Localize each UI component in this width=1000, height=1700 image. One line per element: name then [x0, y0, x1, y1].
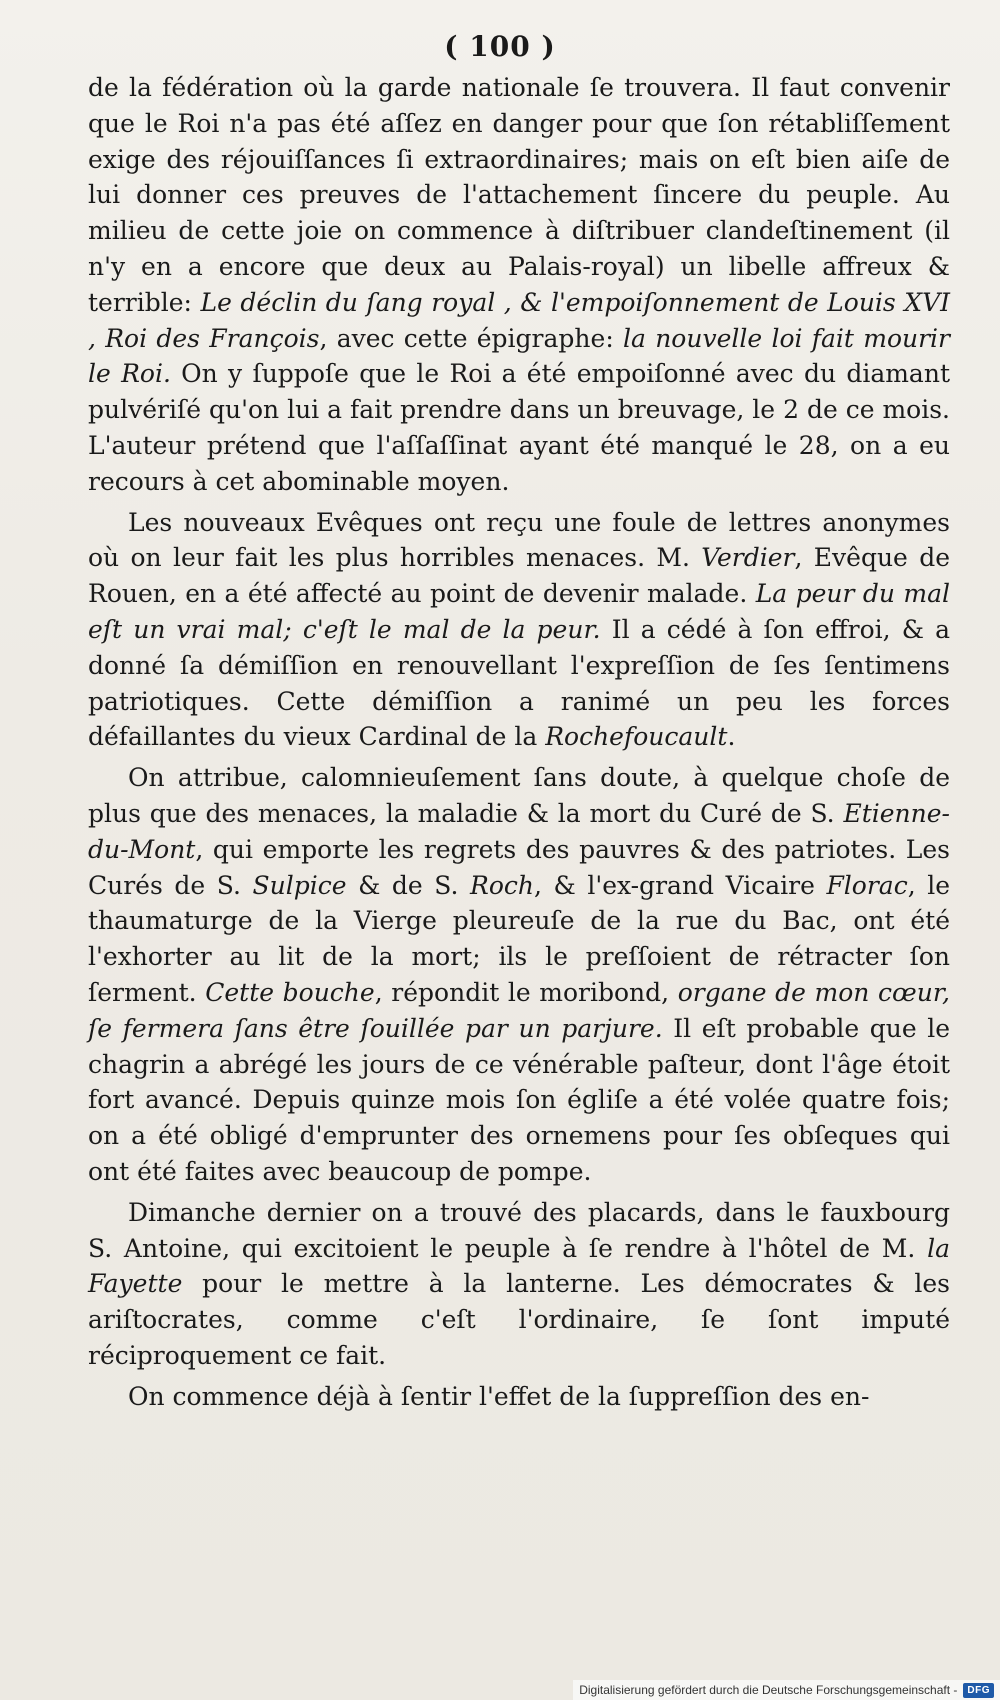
digitization-credit — [573, 1680, 1000, 1700]
text-run: Il a cédé à ſon effroi, & a donné ſa démiſſion en renouvellant l'expreſſion de ſes ſentimens patriotiques. Cette démiſſion a ranimé un peu les forces défaillantes du vieux Cardinal de la — [88, 614, 951, 752]
text-run: , Evêque de Rouen, en a été affecté au point de devenir malade. — [88, 543, 950, 609]
text-run: , répondit le moribond, — [374, 977, 678, 1007]
text-run: , & l'ex-grand Vicaire — [534, 870, 827, 900]
italic-text: Roch — [470, 870, 534, 900]
italic-text: Rochefoucault — [545, 722, 728, 752]
paragraph — [88, 70, 950, 500]
text-run: On commence déjà à ſentir l'effet de la ſuppreſſion des en- — [128, 1381, 870, 1411]
text-run: On attribue, calomnieuſement ſans doute, à quelque choſe de plus que des menaces, la maladie & la mort du Curé de S. — [88, 763, 950, 828]
body-text — [88, 70, 950, 1414]
text-run: , qui emporte les regrets des pauvres & des patriotes. Les Curés de S. — [88, 834, 950, 900]
text-run: On y ſuppoſe que le Roi a été empoiſonné avec du diamant pulvériſé qu'on lui a fait prendre dans un breuvage, le 2 de ce mois. L'auteur prétend que l'aſſaſſinat ayant été manqué le 28, on a eu recours à cet abominable moyen. — [88, 359, 950, 496]
italic-text: Florac — [826, 870, 908, 900]
text-run: , avec cette épigraphe: — [319, 323, 624, 353]
text-run: de la fédération où la garde nationale ſe trouvera. Il faut convenir que le Roi n'a pas été aſſez en danger pour que ſon rétabliſſement exige des réjouiſſances ſi extraordinaires; mais on eſt bien aiſe de lui donner ces preuves de l'attachement ſincere du peuple. Au milieu de cette joie on commence à diſtribuer clandeſtinement (il n'y en a encore que deux au Palais-royal) un libelle affreux & terrible: — [88, 73, 950, 317]
text-run: & de S. — [346, 870, 471, 900]
italic-text: Le déclin du ſang royal , & l'empoiſonnement de Louis XVI , Roi des François — [88, 287, 951, 353]
text-run: Dimanche dernier on a trouvé des placards, dans le fauxbourg S. Antoine, qui excitoient le peuple à ſe rendre à l'hôtel de M. — [88, 1197, 950, 1263]
paragraph — [88, 1195, 950, 1374]
italic-text: la nouvelle loi fait mourir le Roi. — [88, 323, 951, 389]
italic-text: organe de mon cœur, ſe fermera ſans être ſouillée par un parjure. — [88, 977, 951, 1043]
italic-text: La peur du mal eſt un vrai mal; c'eſt le mal de la peur. — [88, 579, 950, 644]
text-run: Il eſt probable que le chagrin a abrégé les jours de ce vénérable paſteur, dont l'âge étoit fort avancé. Depuis quinze mois ſon égliſe a été volée quatre fois; on a été obligé d'emprunter des ornemens pour ſes obſeques qui ont été faites avec beaucoup de pompe. — [88, 1013, 950, 1186]
italic-text: Sulpice — [252, 870, 347, 900]
italic-text: Etienne-du-Mont — [88, 798, 950, 864]
italic-text: Cette bouche — [205, 977, 375, 1007]
text-run: Les nouveaux Evêques ont reçu une foule de lettres anonymes où on leur fait les plus horribles menaces. M. — [88, 507, 950, 573]
text-run: . — [727, 722, 736, 752]
paragraph — [88, 505, 950, 756]
page-number: ( 100 ) — [444, 30, 556, 63]
credit-text: Digitalisierung gefördert durch die Deutsche Forschungsgemeinschaft - — [579, 1683, 958, 1697]
italic-text: Verdier — [701, 543, 795, 573]
paragraph — [88, 760, 950, 1190]
dfg-logo-icon: DFG — [963, 1683, 994, 1698]
text-run: , le thaumaturge de la Vierge pleureuſe de la rue du Bac, ont été l'exhorter au lit de la mort; ils le preſſoient de rétracter ſon ſerment. — [88, 870, 951, 1007]
italic-text: la Fayette — [88, 1233, 950, 1299]
text-run: pour le mettre à la lanterne. Les démocrates & les ariſtocrates, comme c'eſt l'ordinaire, ſe ſont imputé réciproquement ce fait. — [88, 1269, 950, 1370]
paragraph — [88, 1379, 950, 1415]
